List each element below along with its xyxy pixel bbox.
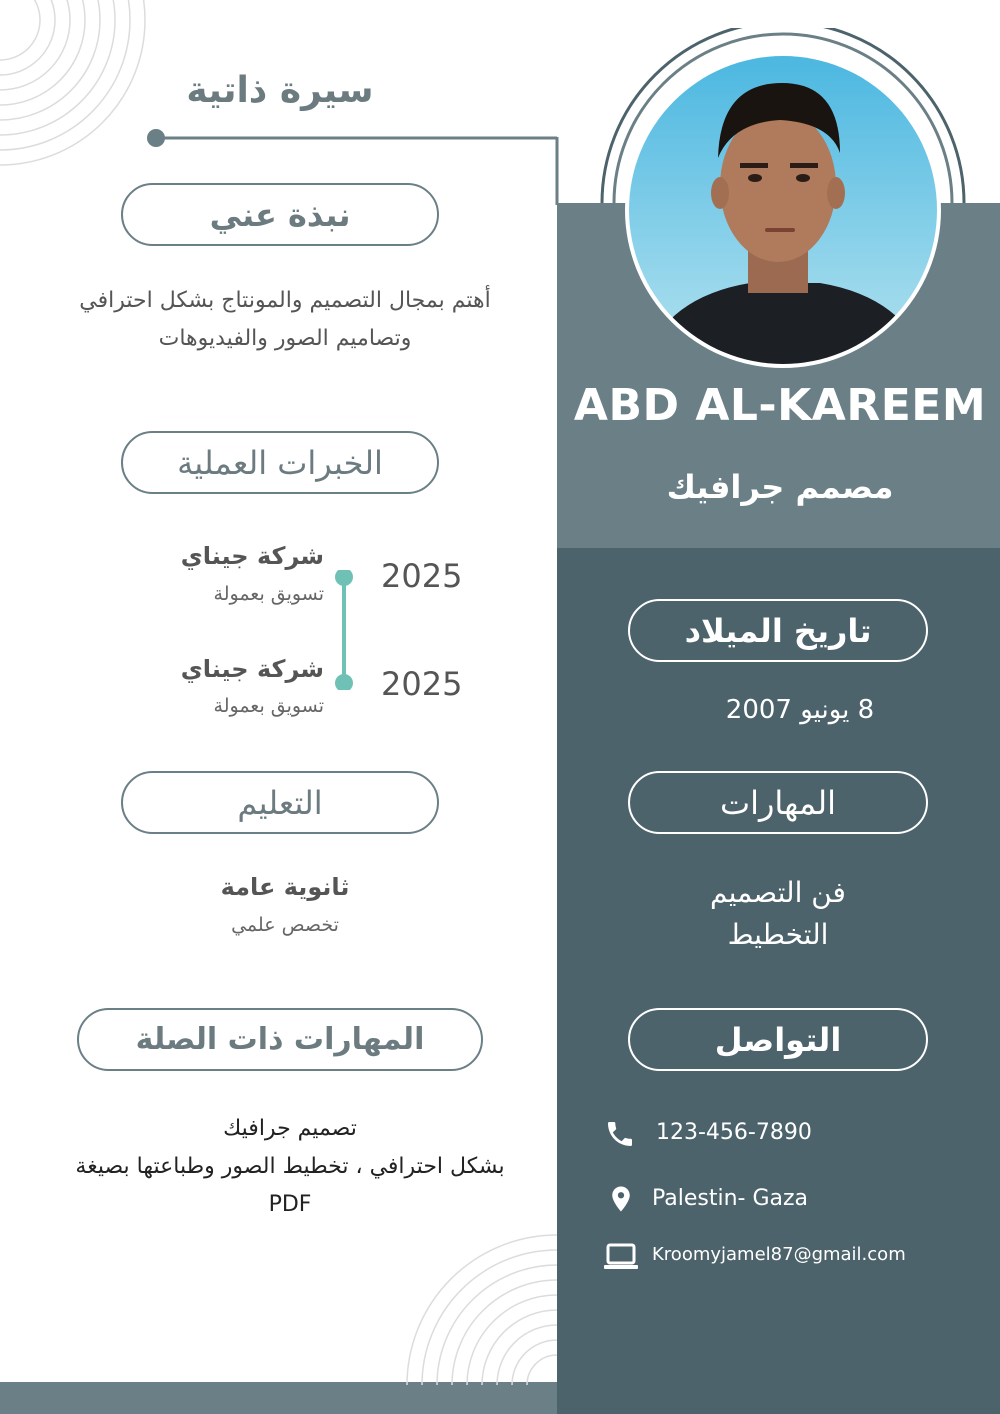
skills-heading-label: المهارات: [719, 783, 837, 822]
profile-photo: [600, 28, 970, 373]
contact-phone[interactable]: 123-456-7890: [656, 1120, 812, 1145]
skills-item: فن التصميم: [710, 876, 846, 909]
laptop-icon: [603, 1242, 639, 1272]
info-panel: [557, 548, 1000, 1414]
about-line: وتصاميم الصور والفيديوهات: [158, 326, 412, 351]
about-line: أهتم بمجال التصميم والمونتاج بشكل احترافي: [79, 288, 491, 313]
experience-role: تسويق بعمولة: [213, 583, 324, 605]
profile-name: ABD AL-KAREEM: [573, 380, 987, 431]
experience-year: 2025: [381, 665, 463, 703]
about-heading: [121, 183, 439, 246]
contact-location: Palestin- Gaza: [652, 1186, 809, 1211]
birth-date: 8 يونيو 2007: [725, 695, 875, 725]
profile-role: مصمم جرافيك: [666, 468, 894, 506]
location-pin-icon: [606, 1182, 636, 1216]
contact-email[interactable]: Kroomyjamel87@gmail.com: [652, 1244, 906, 1265]
experience-heading-label: الخبرات العملية: [177, 443, 383, 482]
education-specialty: تخصص علمي: [231, 914, 339, 936]
education-heading: [121, 771, 439, 834]
education-degree: ثانوية عامة: [220, 873, 350, 901]
related-skills-text: [30, 1110, 550, 1224]
bottom-strip: [0, 1382, 557, 1414]
birth-heading-label: تاريخ الميلاد: [684, 611, 872, 650]
page-title: سيرة ذاتية: [186, 70, 374, 111]
birth-heading: [628, 599, 928, 662]
skills-list: [628, 872, 928, 956]
experience-role: تسويق بعمولة: [213, 695, 324, 717]
experience-year: 2025: [381, 557, 463, 595]
decorative-arcs-bottom: [390, 1225, 557, 1385]
about-heading-label: نبذة عني: [209, 195, 351, 234]
related-skills-heading: [77, 1008, 483, 1071]
experience-company: شركة جيناي: [180, 542, 324, 570]
experience-timeline: [335, 570, 355, 690]
experience-company: شركة جيناي: [180, 655, 324, 683]
contact-heading: [628, 1008, 928, 1071]
skills-heading: [628, 771, 928, 834]
contact-heading-label: التواصل: [714, 1020, 842, 1059]
related-skills-heading-label: المهارات ذات الصلة: [135, 1022, 425, 1057]
related-skills-line: PDF: [268, 1192, 312, 1217]
related-skills-line: تصميم جرافيك: [223, 1116, 357, 1141]
about-text: [40, 282, 530, 358]
education-heading-label: التعليم: [237, 783, 323, 822]
experience-heading: [121, 431, 439, 494]
related-skills-line: بشكل احترافي ، تخطيط الصور وطباعتها بصيغة: [75, 1154, 505, 1179]
phone-icon: [604, 1118, 636, 1150]
skills-item: التخطيط: [727, 918, 829, 951]
